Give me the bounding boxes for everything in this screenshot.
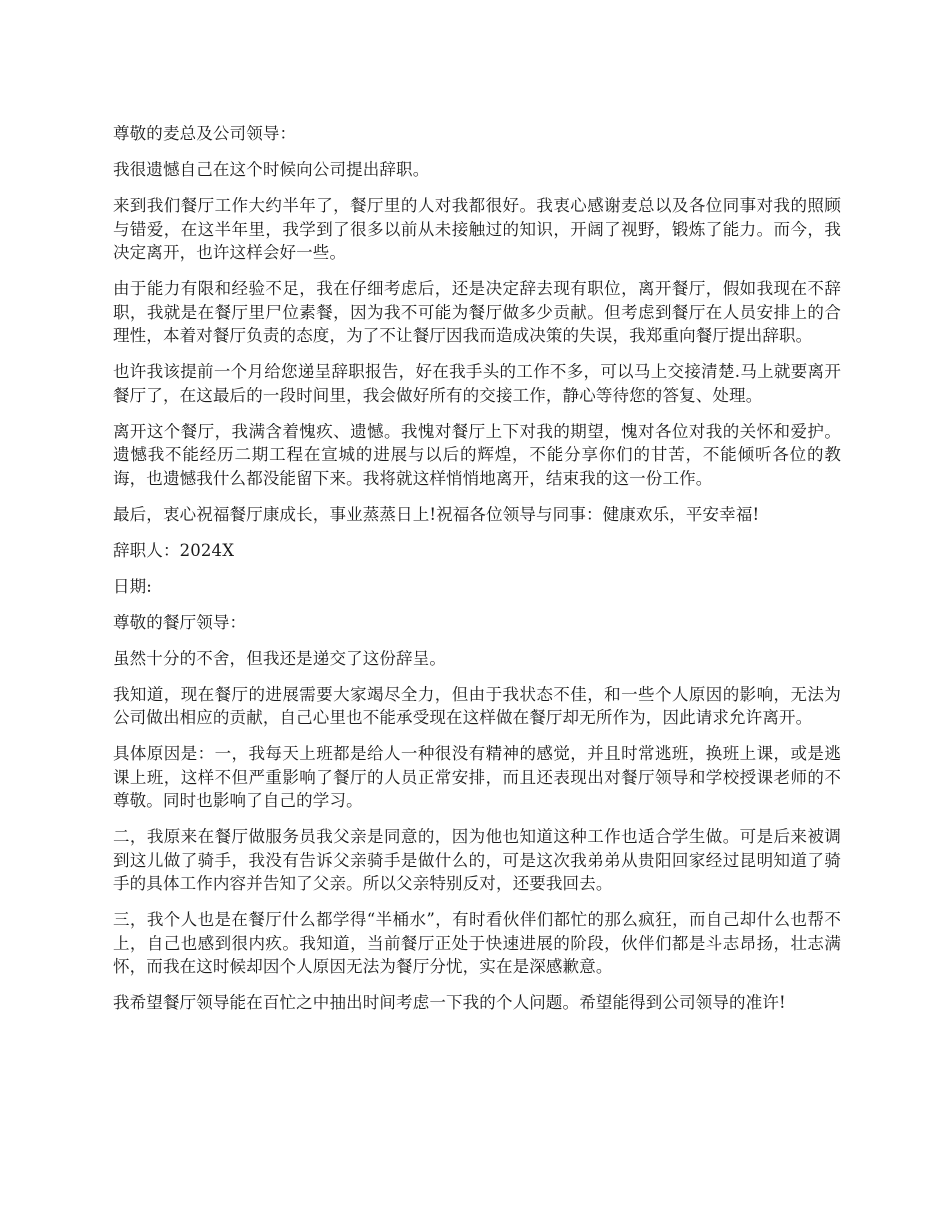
closing-paragraph: 我希望餐厅领导能在百忙之中抽出时间考虑一下我的个人问题。希望能得到公司领导的准许! bbox=[113, 993, 786, 1012]
reason-paragraph: 三，我个人也是在餐厅什么都学得“半桶水”，有时看伙伴们都忙的那么疯狂，而自己却什么也帮不上，自己也感到很内疚。我知道，当前餐厅正处于快速进展的阶段，伙伴们都是斗志昂扬，壮志满怀，而我在这时候却因个人原因无法为餐厅分忧，实在是深感歉意。 bbox=[113, 910, 841, 976]
reason-paragraph: 具体原因是：一，我每天上班都是给人一种很没有精神的感觉，并且时常逃班，换班上课，或是逃课上班，这样不但严重影响了餐厅的人员正常安排，而且还表现出对餐厅领导和学校授课老师的不尊敬。同时也影响了自己的学习。 bbox=[113, 744, 841, 810]
intro-paragraph-1: 我很遗憾自己在这个时候向公司提出辞职。 bbox=[113, 160, 430, 179]
closing-paragraph: 最后，衷心祝福餐厅康成长，事业蒸蒸日上!祝福各位领导与同事：健康欢乐，平安幸福! bbox=[113, 504, 760, 524]
intro-paragraph-2: 虽然十分的不舍，但我还是递交了这份辞呈。 bbox=[113, 648, 446, 668]
body-paragraph: 由于能力有限和经验不足，我在仔细考虑后，还是决定辞去现有职位，离开餐厅，假如我现在不辞职，我就是在餐厅里尸位素餐，因为我不可能为餐厅做多少贡献。但考虑到餐厅在人员安排上的合理性，本着对餐厅负责的态度，为了不让餐厅因我而造成决策的失误，我郑重向餐厅提出辞职。 bbox=[113, 279, 841, 345]
body-paragraph: 来到我们餐厅工作大约半年了，餐厅里的人对我都很好。我衷心感谢麦总以及各位同事对我的照顾与错爱，在这半年里，我学到了很多以前从未接触过的知识，开阔了视野，锻炼了能力。而今，我决定离开，也许这样会好一些。 bbox=[113, 196, 841, 262]
date-line: 日期: bbox=[113, 576, 153, 596]
signature-line: 辞职人：2024X bbox=[113, 540, 235, 560]
body-paragraph: 也许我该提前一个月给您递呈辞职报告，好在我手头的工作不多，可以马上交接清楚.马上就要离开餐厅了，在这最后的一段时间里，我会做好所有的交接工作，静心等待您的答复、处理。 bbox=[113, 362, 841, 405]
document-page bbox=[113, 122, 841, 1027]
salutation-1: 尊敬的麦总及公司领导： bbox=[113, 124, 297, 143]
salutation-2: 尊敬的餐厅领导： bbox=[113, 612, 247, 632]
reason-paragraph: 二，我原来在餐厅做服务员我父亲是同意的，因为他也知道这种工作也适合学生做。可是后来被调到这儿做了骑手，我没有告诉父亲骑手是做什么的，可是这次我弟弟从贵阳回家经过昆明知道了骑手的具体工作内容并告知了父亲。所以父亲特别反对，还要我回去。 bbox=[113, 827, 841, 893]
body-paragraph: 离开这个餐厅，我满含着愧疚、遗憾。我愧对餐厅上下对我的期望，愧对各位对我的关怀和爱护。遗憾我不能经历二期工程在宣城的进展与以后的辉煌，不能分享你们的甘苦，不能倾听各位的教诲，也遗憾我什么都没能留下来。我将就这样悄悄地离开，结束我的这一份工作。 bbox=[113, 421, 841, 488]
body-paragraph: 我知道，现在餐厅的进展需要大家竭尽全力，但由于我状态不佳，和一些个人原因的影响，无法为公司做出相应的贡献，自己心里也不能承受现在这样做在餐厅却无所作为，因此请求允许离开。 bbox=[113, 684, 841, 727]
